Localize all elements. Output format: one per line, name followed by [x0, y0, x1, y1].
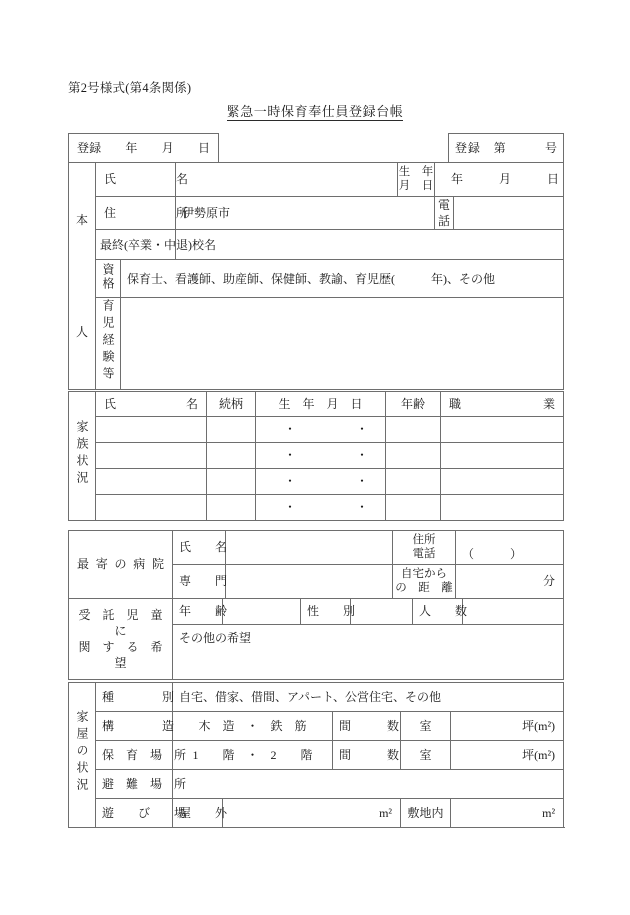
personal-label-top: 本 — [75, 212, 88, 227]
address-value: 伊勢原市 — [182, 206, 231, 221]
house-care-place-label-cell — [96, 741, 187, 770]
family-col-relation — [207, 392, 256, 417]
family-birth-value: ・ ・ — [284, 422, 393, 437]
birthdate-value: 年 月 日 — [439, 172, 560, 187]
house-label: 家屋の状況 — [75, 710, 89, 796]
family-col-occupation — [441, 392, 564, 417]
hospital-name-input[interactable] — [226, 531, 393, 565]
family-birth-input[interactable] — [256, 443, 393, 469]
house-playground-label-cell — [96, 799, 187, 828]
house-type-input[interactable] — [173, 683, 564, 712]
childcare-request-section-label — [69, 599, 173, 680]
hospital-distance-label-cell — [393, 565, 456, 599]
hospital-section-label — [69, 531, 173, 599]
phone-label-cell — [435, 197, 454, 230]
address-label-cell — [96, 197, 189, 230]
school-label: 最終(卒業・中退)校名 — [100, 237, 216, 252]
hospital-name-label: 氏 名 — [179, 540, 228, 555]
house-type-value: 自宅、借家、借間、アパート、公営住宅、その他 — [179, 689, 441, 704]
house-outdoor-label: 屋 外 — [179, 805, 228, 820]
request-other-label: その他の希望 — [179, 631, 252, 645]
hospital-distance-label-line1: 自宅から — [401, 568, 447, 581]
personal-label-bottom: 人 — [75, 325, 88, 340]
childcare-experience-input[interactable] — [121, 298, 564, 390]
hospital-address-phone-input[interactable] — [456, 531, 564, 565]
family-section-label — [69, 392, 96, 521]
family-age-input[interactable] — [386, 417, 441, 443]
qualification-label: 資格 — [101, 262, 115, 291]
house-care-area-input[interactable] — [451, 741, 564, 770]
family-col-name — [96, 392, 207, 417]
house-care-room-count-input[interactable] — [401, 741, 451, 770]
family-age-input[interactable] — [386, 443, 441, 469]
hospital-phone-value: （ ） — [462, 547, 523, 562]
house-rooms-label-cell — [333, 712, 401, 741]
school-input[interactable] — [176, 230, 564, 260]
request-count-label: 人 数 — [419, 604, 468, 619]
hospital-specialty-label-cell — [173, 565, 226, 599]
family-birth-input[interactable] — [256, 495, 393, 521]
hospital-distance-input[interactable] — [456, 565, 564, 599]
form-code: 第2号様式(第4条関係) — [68, 81, 192, 95]
request-count-label-cell — [413, 599, 468, 625]
house-outdoor-input[interactable] — [223, 799, 401, 828]
qualification-input[interactable] — [121, 260, 564, 298]
house-evacuation-input[interactable] — [173, 770, 564, 799]
house-care-rooms-label-cell — [333, 741, 401, 770]
registration-date-cell[interactable] — [69, 134, 219, 163]
house-section-label — [69, 683, 96, 828]
house-care-place-label: 保 育 場 所 — [102, 747, 187, 762]
house-outdoor-unit: m² — [379, 805, 392, 820]
house-structure-label: 構 造 — [102, 718, 175, 733]
house-evacuation-label-cell — [96, 770, 187, 799]
personal-section-label — [69, 163, 96, 390]
family-occupation-input[interactable] — [441, 469, 564, 495]
house-playground-label: 遊 び 場 — [102, 805, 187, 820]
family-occupation-input[interactable] — [441, 443, 564, 469]
registration-number-label: 登録 第 号 — [455, 140, 557, 155]
family-birth-value: ・ ・ — [284, 500, 393, 515]
request-age-input[interactable] — [223, 599, 301, 625]
hospital-specialty-input[interactable] — [226, 565, 393, 599]
school-label-cell — [96, 230, 216, 260]
qualification-label-cell — [96, 260, 121, 298]
house-care-area-unit: 坪(m²) — [522, 747, 556, 762]
birthdate-label-line2: 月 日 — [398, 179, 434, 192]
request-age-label-cell — [173, 599, 228, 625]
house-room-unit: 室 — [419, 718, 432, 733]
request-age-label: 年 齢 — [179, 604, 228, 619]
childcare-experience-label: 育児経験等 — [101, 299, 115, 385]
table-row[interactable] — [69, 495, 564, 521]
address-input[interactable] — [176, 197, 435, 230]
family-occupation-input[interactable] — [441, 495, 564, 521]
house-structure-input[interactable] — [173, 712, 333, 741]
childcare-request-label-line1: 受 託 児 童 に — [78, 607, 175, 638]
family-name-input[interactable] — [96, 495, 207, 521]
house-area-unit: 坪(m²) — [522, 718, 556, 733]
house-onsite-label: 敷地内 — [407, 805, 444, 820]
family-age-input[interactable] — [386, 469, 441, 495]
family-birth-input[interactable] — [256, 469, 393, 495]
name-label-cell — [96, 163, 189, 197]
family-name-input[interactable] — [96, 469, 207, 495]
family-name-input[interactable] — [96, 417, 207, 443]
hospital-address-label: 住所 — [412, 534, 436, 547]
hospital-address-phone-label-cell — [393, 531, 456, 565]
family-relation-input[interactable] — [207, 469, 256, 495]
family-occupation-input[interactable] — [441, 417, 564, 443]
phone-label: 電話 — [438, 198, 451, 229]
request-other-input[interactable] — [173, 625, 564, 680]
house-outdoor-label-cell — [173, 799, 228, 828]
house-evacuation-label: 避 難 場 所 — [102, 776, 187, 791]
house-care-place-value: 1 階 ・ 2 階 — [192, 747, 313, 762]
family-section — [68, 391, 564, 521]
family-col-relation-label: 続柄 — [218, 396, 243, 411]
childcare-request-label-line2: 関 す る 希 望 — [78, 640, 175, 671]
birthdate-input[interactable] — [435, 163, 564, 197]
request-gender-input[interactable] — [351, 599, 413, 625]
hospital-distance-unit: 分 — [542, 574, 555, 589]
registration-number-cell[interactable] — [449, 134, 564, 163]
registration-bar — [68, 133, 564, 163]
table-row[interactable] — [69, 443, 564, 469]
hospital-phone-label: 電話 — [412, 547, 436, 560]
address-label: 住 所 — [104, 206, 189, 221]
hospital-section — [68, 530, 564, 599]
house-onsite-unit: m² — [542, 805, 556, 820]
personal-section — [68, 162, 564, 390]
birthdate-label-cell — [398, 163, 435, 197]
house-care-place-input[interactable] — [173, 741, 333, 770]
name-input[interactable] — [176, 163, 398, 197]
family-label: 家族状況 — [75, 419, 89, 488]
family-col-birth — [256, 392, 386, 417]
family-birth-input[interactable] — [256, 417, 393, 443]
registration-date-label: 登録 年 月 日 — [77, 140, 210, 155]
family-relation-input[interactable] — [207, 417, 256, 443]
table-row[interactable] — [69, 417, 564, 443]
page-title-text: 緊急一時保育奉仕員登録台帳 — [226, 104, 404, 119]
family-relation-input[interactable] — [207, 443, 256, 469]
family-age-input[interactable] — [386, 495, 441, 521]
childcare-experience-label-cell — [96, 298, 121, 390]
table-row[interactable] — [69, 469, 564, 495]
house-rooms-label: 間 数 — [339, 718, 400, 733]
hospital-distance-label-line2: の 距 離 — [395, 581, 453, 594]
family-col-birth-label: 生 年 月 日 — [278, 396, 363, 411]
house-onsite-input[interactable] — [451, 799, 564, 828]
house-structure-value: 木 造 ・ 鉄 筋 — [198, 718, 307, 733]
house-room-count-input[interactable] — [401, 712, 451, 741]
hospital-name-label-cell — [173, 531, 226, 565]
family-col-occupation-label: 職 業 — [449, 396, 555, 411]
house-structure-label-cell — [96, 712, 173, 741]
family-relation-input[interactable] — [207, 495, 256, 521]
hospital-label: 最寄の病院 — [77, 557, 164, 572]
request-gender-label: 性 別 — [307, 604, 356, 619]
house-type-label: 種 別 — [102, 689, 175, 704]
request-gender-label-cell — [301, 599, 356, 625]
family-birth-value: ・ ・ — [284, 474, 393, 489]
family-col-name-label: 氏 名 — [104, 396, 198, 411]
house-type-label-cell — [96, 683, 173, 712]
registration-spacer — [219, 134, 449, 163]
family-birth-value: ・ ・ — [284, 448, 393, 463]
name-label: 氏 名 — [104, 172, 189, 187]
house-onsite-label-cell — [401, 799, 451, 828]
family-col-age — [386, 392, 441, 417]
childcare-request-section — [68, 598, 564, 680]
qualification-value: 保育士、看護師、助産師、保健師、教諭、育児歴( 年)、その他 — [127, 271, 495, 286]
house-care-rooms-label: 間 数 — [339, 747, 400, 762]
family-col-age-label: 年齢 — [400, 396, 425, 411]
request-count-input[interactable] — [463, 599, 564, 625]
birthdate-label-line1: 生 年 — [398, 166, 434, 179]
house-area-input[interactable] — [451, 712, 564, 741]
house-care-room-unit: 室 — [419, 747, 432, 762]
hospital-specialty-label: 専 門 — [179, 574, 228, 589]
house-section — [68, 682, 564, 828]
page-title — [0, 101, 630, 120]
phone-input[interactable] — [454, 197, 564, 230]
family-name-input[interactable] — [96, 443, 207, 469]
